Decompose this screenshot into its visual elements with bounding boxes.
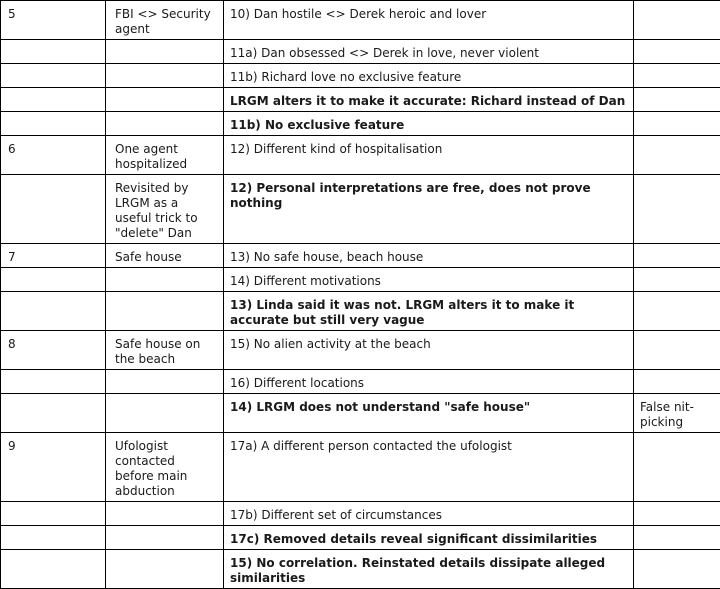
note-cell [634, 502, 720, 526]
difference-cell: 15) No alien activity at the beach [224, 331, 634, 370]
table-row [1, 268, 720, 292]
table-row [1, 1, 720, 40]
table-row [1, 244, 720, 268]
row-number-cell: 6 [1, 136, 106, 175]
item-cell [106, 64, 224, 88]
item-cell [106, 370, 224, 394]
note-cell [634, 40, 720, 64]
item-cell [106, 550, 224, 589]
difference-cell: 10) Dan hostile <> Derek heroic and lover [224, 1, 634, 40]
conclusion-cell: 12) Personal interpretations are free, does not prove nothing [224, 175, 634, 244]
conclusion-cell: 11b) No exclusive feature [224, 112, 634, 136]
row-number-cell: 7 [1, 244, 106, 268]
row-number-cell: 8 [1, 331, 106, 370]
conclusion-cell: 17c) Removed details reveal significant dissimilarities [224, 526, 634, 550]
row-number-cell [1, 88, 106, 112]
table-row [1, 331, 720, 370]
row-number-cell [1, 526, 106, 550]
row-number-cell [1, 40, 106, 64]
item-cell [106, 88, 224, 112]
row-number-cell [1, 502, 106, 526]
note-cell [634, 64, 720, 88]
difference-cell: 16) Different locations [224, 370, 634, 394]
table-row [1, 40, 720, 64]
table-row [1, 526, 720, 550]
row-number-cell [1, 370, 106, 394]
difference-cell: 12) Different kind of hospitalisation [224, 136, 634, 175]
note-cell: False nit-picking [634, 394, 720, 433]
table-row [1, 292, 720, 331]
row-number-cell [1, 175, 106, 244]
note-cell [634, 370, 720, 394]
item-cell: Revisited by LRGM as a useful trick to "delete" Dan [106, 175, 224, 244]
item-cell [106, 292, 224, 331]
note-cell [634, 175, 720, 244]
table-row [1, 112, 720, 136]
difference-cell: 17a) A different person contacted the ufologist [224, 433, 634, 502]
row-number-cell [1, 64, 106, 88]
difference-cell: 11b) Richard love no exclusive feature [224, 64, 634, 88]
difference-cell: 17b) Different set of circumstances [224, 502, 634, 526]
item-cell [106, 268, 224, 292]
note-cell [634, 268, 720, 292]
table-row [1, 136, 720, 175]
note-cell [634, 88, 720, 112]
item-cell [106, 394, 224, 433]
note-cell [634, 1, 720, 40]
note-cell [634, 331, 720, 370]
row-number-cell [1, 112, 106, 136]
note-cell [634, 550, 720, 589]
difference-cell: 13) No safe house, beach house [224, 244, 634, 268]
row-number-cell [1, 268, 106, 292]
row-number-cell [1, 292, 106, 331]
row-number-cell: 9 [1, 433, 106, 502]
row-number-cell: 5 [1, 1, 106, 40]
table-row [1, 433, 720, 502]
item-cell: Ufologist contacted before main abduction [106, 433, 224, 502]
conclusion-cell: 13) Linda said it was not. LRGM alters it to make it accurate but still very vague [224, 292, 634, 331]
table-row [1, 550, 720, 589]
difference-cell: 11a) Dan obsessed <> Derek in love, never violent [224, 40, 634, 64]
table-row [1, 394, 720, 433]
table-row [1, 502, 720, 526]
note-cell [634, 112, 720, 136]
item-cell [106, 40, 224, 64]
item-cell: Safe house on the beach [106, 331, 224, 370]
row-number-cell [1, 550, 106, 589]
item-cell: Safe house [106, 244, 224, 268]
table-row [1, 370, 720, 394]
conclusion-cell: 14) LRGM does not understand "safe house" [224, 394, 634, 433]
conclusion-cell: LRGM alters it to make it accurate: Richard instead of Dan [224, 88, 634, 112]
item-cell [106, 502, 224, 526]
table-row [1, 175, 720, 244]
note-cell [634, 433, 720, 502]
table-row [1, 88, 720, 112]
conclusion-cell: 15) No correlation. Reinstated details dissipate alleged similarities [224, 550, 634, 589]
note-cell [634, 526, 720, 550]
note-cell [634, 292, 720, 331]
item-cell [106, 526, 224, 550]
row-number-cell [1, 394, 106, 433]
item-cell [106, 112, 224, 136]
difference-cell: 14) Different motivations [224, 268, 634, 292]
table-row [1, 64, 720, 88]
note-cell [634, 136, 720, 175]
note-cell [634, 244, 720, 268]
comparison-table-body [1, 1, 720, 589]
item-cell: FBI <> Security agent [106, 1, 224, 40]
item-cell: One agent hospitalized [106, 136, 224, 175]
